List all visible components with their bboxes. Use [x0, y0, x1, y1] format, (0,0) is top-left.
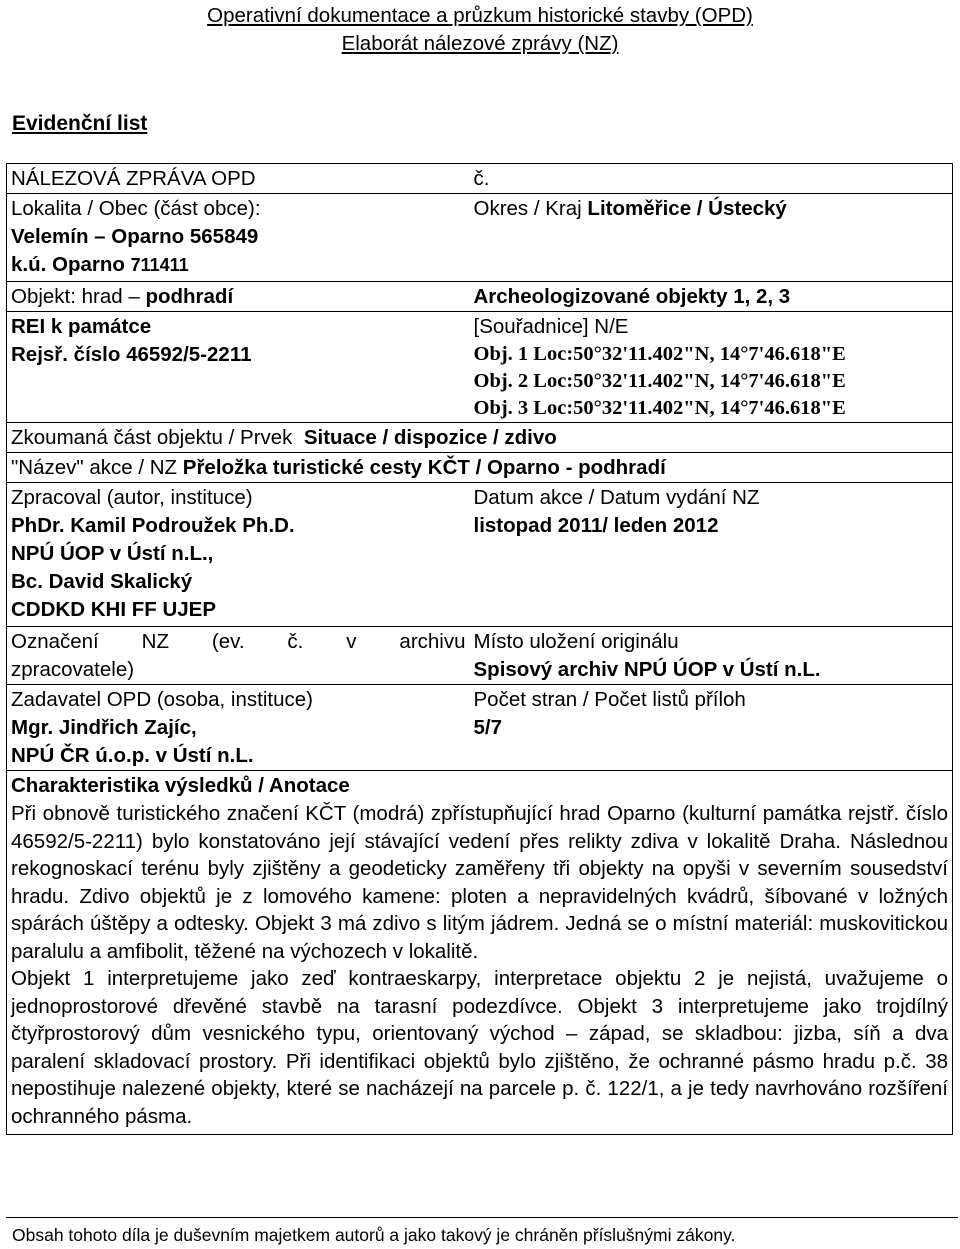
report-title: NÁLEZOVÁ ZPRÁVA OPD [11, 167, 256, 190]
coord-obj-3: Obj. 3 Loc:50°32'11.402"N, 14°7'46.618"E [473, 397, 846, 419]
author-row [7, 483, 953, 627]
author-institution-2: CDDKD KHI FF UJEP [11, 598, 217, 621]
commissioner-name: Mgr. Jindřich Zajíc, [11, 716, 197, 739]
header-title: Operativní dokumentace a průzkum historické stavby (OPD) [207, 4, 753, 27]
record-form-table [6, 163, 953, 1135]
designation-row [7, 627, 953, 685]
author-cell [7, 483, 470, 627]
annotation-paragraph-1: Při obnově turistického značení KČT (modrá) zpřístupňující hrad Oparno (kulturní památka rejstř. číslo 46592/5-2211) bylo konstatováno její stávající vedení přes relikty zdiva v lokalitě Draha. Následnou rekognoskací terénu byly zjištěny a geodeticky zaměřeny tři objekty na opyši v severním sousedství hradu. Zdivo objektů je z lomového kamene: ploten a nepravidelných kvádrů, šíbované v ložných spárách úštěpy a odtesky. Objekt 3 má zdivo s litým jádrem. Jedná se o místní materiál: muskovitickou paralulu a amfibolit, těžené na výchozech v lokalitě. [11, 802, 948, 963]
locality-row [7, 194, 953, 282]
action-cell [7, 453, 953, 483]
author-label: Zpracoval (autor, instituce) [11, 486, 253, 509]
archeo-objects: Archeologizované objekty 1, 2, 3 [473, 285, 791, 308]
commissioner-label: Zadavatel OPD (osoba, instituce) [11, 688, 313, 711]
report-number-cell [470, 164, 953, 194]
locality-value: Velemín – Oparno 565849 [11, 225, 259, 248]
date-cell [470, 483, 953, 627]
action-label: "Název" akce / NZ [11, 456, 178, 479]
author-name-2: Bc. David Skalický [11, 570, 193, 593]
coord-obj-2: Obj. 2 Loc:50°32'11.402"N, 14°7'46.618"E [473, 370, 846, 392]
pages-value: 5/7 [473, 716, 502, 739]
part-value: Situace / dispozice / zdivo [303, 426, 557, 449]
part-label: Zkoumaná část objektu / Prvek [11, 426, 293, 449]
coord-obj-1: Obj. 1 Loc:50°32'11.402"N, 14°7'46.618"E [473, 343, 846, 365]
copyright-footer: Obsah tohoto díla je duševním majetkem autorů a jako takový je chráněn příslušnými zákony. [6, 1217, 958, 1246]
designation-label-2: zpracovatele) [11, 658, 135, 681]
locality-cell [7, 194, 470, 282]
coords-label: [Souřadnice] N/E [473, 315, 629, 338]
archeo-cell [470, 282, 953, 312]
object-label: Objekt: hrad – [11, 285, 140, 308]
author-institution-1: NPÚ ÚOP v Ústí n.L., [11, 542, 214, 565]
evidencni-list-heading: Evidenční list [12, 112, 148, 135]
designation-label: Označení NZ (ev. č. v archivu [11, 630, 466, 653]
date-value: listopad 2011/ leden 2012 [473, 514, 719, 537]
district-cell [470, 194, 953, 282]
annotation-row [7, 771, 953, 1135]
action-row [7, 453, 953, 483]
cadastral-area: k.ú. Oparno 711411 [11, 253, 189, 276]
report-title-cell [7, 164, 470, 194]
storage-value: Spisový archiv NPÚ ÚOP v Ústí n.L. [473, 658, 821, 681]
rei-row [7, 312, 953, 423]
annotation-cell [7, 771, 953, 1135]
report-number-label: č. [473, 167, 490, 190]
part-row [7, 423, 953, 453]
part-cell [7, 423, 953, 453]
district-value: Litoměřice / Ústecký [587, 197, 787, 220]
annotation-heading: Charakteristika výsledků / Anotace [11, 774, 350, 797]
document-header [0, 0, 960, 58]
object-row [7, 282, 953, 312]
date-label: Datum akce / Datum vydání NZ [473, 486, 760, 509]
action-value: Přeložka turistické cesty KČT / Oparno - podhradí [182, 456, 666, 479]
commissioner-row [7, 685, 953, 771]
coords-cell [470, 312, 953, 423]
designation-cell [7, 627, 470, 685]
storage-cell [470, 627, 953, 685]
district-label: Okres / Kraj [473, 197, 582, 220]
object-cell [7, 282, 470, 312]
pages-cell [470, 685, 953, 771]
rei-cell [7, 312, 470, 423]
storage-label: Místo uložení originálu [473, 630, 679, 653]
object-value: podhradí [145, 285, 234, 308]
annotation-paragraph-2: Objekt 1 interpretujeme jako zeď kontraeskarpy, interpretace objektu 2 je nejistá, uvažujeme o jednoprostorové dřevěné stavbě na tarasní podezdívce. Objekt 3 interpretujeme jako trojdílný čtyřprostorový dům vesnického typu, orientovaný východ – západ, se skladbou: jizba, síň a dva paralení skladovací prostory. Při identifikaci objektů bylo zjištěno, že ochranné pásmo hradu p.č. 38 nepostihuje nalezené objekty, které se nacházejí na parcele p. č. 122/1, a je tedy navrhováno rozšíření ochranného pásma. [11, 967, 948, 1128]
commissioner-institution: NPÚ ČR ú.o.p. v Ústí n.L. [11, 744, 254, 767]
report-row [7, 164, 953, 194]
rei-label: REI k památce [11, 315, 152, 338]
commissioner-cell [7, 685, 470, 771]
header-subtitle: Elaborát nálezové zprávy (NZ) [341, 32, 619, 55]
author-name-1: PhDr. Kamil Podroužek Ph.D. [11, 514, 295, 537]
pages-label: Počet stran / Počet listů příloh [473, 688, 746, 711]
locality-label: Lokalita / Obec (část obce): [11, 197, 261, 220]
rei-value: Rejsř. číslo 46592/5-2211 [11, 343, 252, 366]
